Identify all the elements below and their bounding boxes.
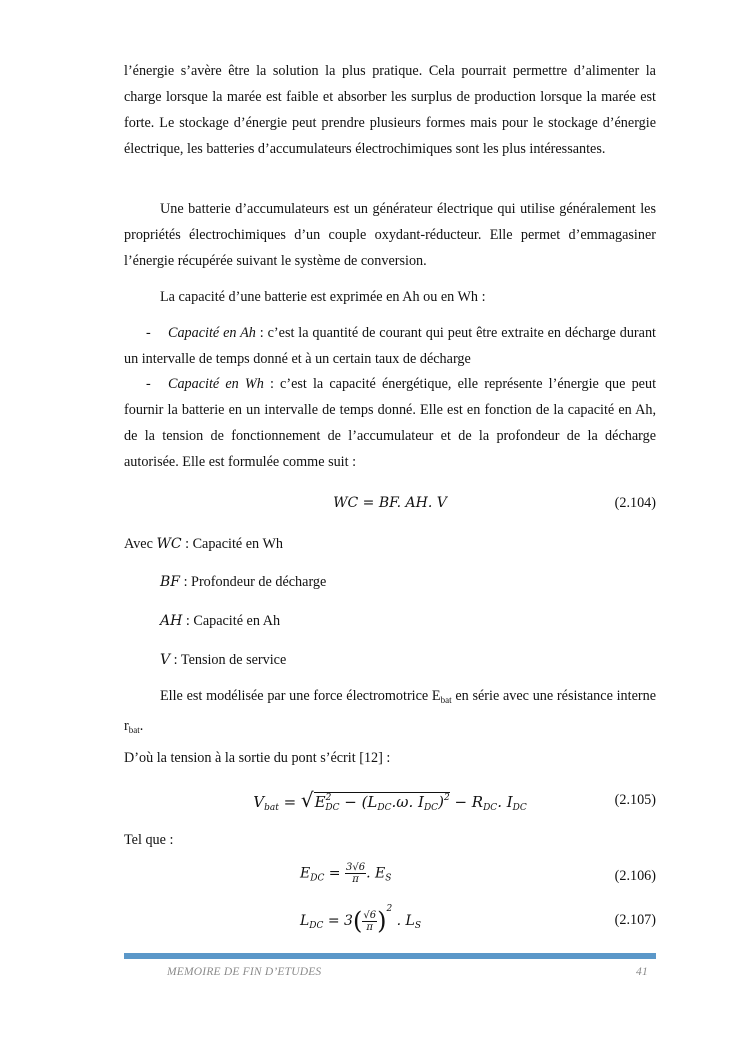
equation-number: (2.106) [614,868,656,884]
bullet-mark: - [146,376,151,392]
page-number: 41 [636,966,648,978]
equation-2-107 [124,904,656,940]
equation-2-106 [124,862,656,894]
bullet-ah-term: Capacité en Ah [168,325,256,341]
bullet-wh-term: Capacité en Wh [168,376,264,392]
paragraph-storage: l’énergie s’avère être la solution la plus pratique. Cela pourrait permettre d’alimenter la charge lorsque la marée est faible et absorber les surplus de production lorsque la marée est forte. Le stockage d’énergie peut prendre plusieurs formes mais pour le stockage d’énergie électrique, les batteries d’accumulateurs électrochimiques sont les plus intéressantes. [124,63,656,157]
equation-number: (2.105) [614,792,656,808]
equation-number: (2.104) [614,495,656,511]
equation-2-105 [124,788,656,818]
tel-que-label: Tel que : [124,832,174,848]
equation-2-104 [124,495,656,519]
equation-formula: $E_{DC}$ = $\frac{3√6}{\pi}$ . $E_S$ [300,862,392,885]
bullet-mark: - [146,325,151,341]
paragraph-battery: Une batterie d’accumulateurs est un générateur électrique qui utilise généralement les propriétés électrochimiques d’un couple oxydant-réducteur. Elle permet d’emmagasiner l’énergie récupérée suivant le système de conversion. [124,201,656,269]
definition-v: V : Tension de service [160,652,287,668]
bullet-wh [124,371,656,475]
equation-number: (2.107) [614,912,656,928]
paragraph-bridge: D’où la tension à la sortie du pont s’écrit [12] : [124,750,391,766]
bullet-wh-text: Capacité en Wh : c’est la capacité énergétique, elle représente l’énergie que peut fournir la batterie en un intervalle de temps donné. Elle est en fonction de la capacité en Ah, de la tension de fonctionnement de l’accumulateur et de la profondeur de la décharge autorisée. Elle est formulée comme suit : [124,376,657,470]
equation-formula: $V_{bat} = √E^2_{DC} - (L_{DC}.\omega$. $I_{DC})^2 - R_{DC}$. $I_{DC}$ [253,788,527,813]
definition-bf: BF : Profondeur de décharge [160,574,327,590]
equation-formula: $L_{DC} = 3$( $\frac{√6}{\pi}$ )$^2$ . $L_S$ [300,904,421,935]
footer-title: MEMOIRE DE FIN D’ETUDES [167,966,322,978]
footer-divider [124,953,656,959]
paragraph-model: Elle est modélisée par une force électromotrice $E_{bat}$ en série avec une résistance interne $r_{bat}$. [124,688,656,735]
definition-wc: Avec WC : Capacité en Wh [124,536,283,552]
paragraph-capacity: La capacité d’une batterie est exprimée en Ah ou en Wh : [160,289,486,305]
bullet-ah [124,320,656,372]
bullet-ah-text: Capacité en Ah : c’est la quantité de courant qui peut être extraite en décharge durant un intervalle de temps donné et à un certain taux de décharge [124,325,656,367]
equation-formula: WC = BF. AH. V [333,495,447,511]
definition-ah: AH : Capacité en Ah [160,613,281,629]
